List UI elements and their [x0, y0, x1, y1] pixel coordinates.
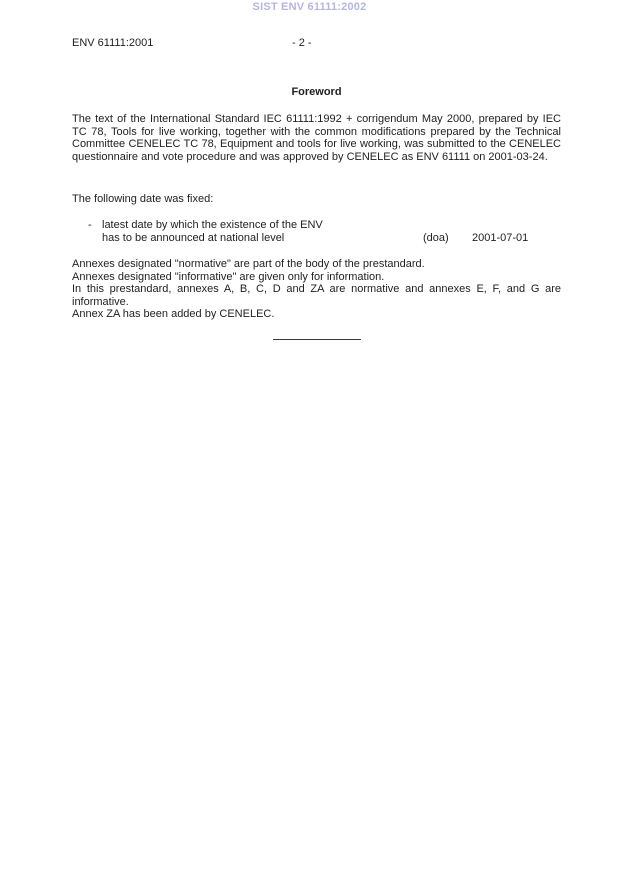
dates-intro-paragraph: The following date was fixed: [72, 193, 214, 205]
foreword-paragraph: The text of the International Standard IEC 61111:1992 + corrigendum May 2000, prepared by IEC TC 78, Tools for live working, together with the common modifications prepared by the Technical Committee CENELEC TC 78, Equipment and tools for live working, was submitted to the CENELEC questionnaire and vote procedure and was approved by CENELEC as ENV 61111 on 2001-03-24. [72, 113, 561, 163]
annexes-designation-note: In this prestandard, annexes A, B, C, D and ZA are normative and annexes E, F, and G are informative. [72, 283, 561, 308]
annexes-informative-note: Annexes designated "informative" are given only for information. [72, 270, 385, 283]
date-item-dash: - [88, 219, 92, 231]
date-item-line2-row [102, 232, 561, 245]
doa-code: (doa) [423, 231, 449, 244]
end-divider [273, 339, 361, 340]
header-standard-ref: ENV 61111:2001 [72, 37, 154, 49]
date-item-lines [102, 219, 561, 244]
date-item-line1: latest date by which the existence of the ENV [102, 219, 323, 231]
foreword-title: Foreword [291, 86, 342, 98]
annex-notes [72, 258, 561, 321]
doa-date: 2001-07-01 [472, 231, 529, 244]
header-page-number: - 2 - [292, 37, 312, 49]
annexes-normative-note: Annexes designated "normative" are part of the body of the prestandard. [72, 258, 425, 270]
page-header [72, 37, 561, 51]
watermark-text: SIST ENV 61111:2002 [252, 1, 367, 13]
page-content [72, 0, 561, 877]
annex-za-note: Annex ZA has been added by CENELEC. [72, 308, 275, 320]
date-item-line2: has to be announced at national level [102, 231, 285, 244]
